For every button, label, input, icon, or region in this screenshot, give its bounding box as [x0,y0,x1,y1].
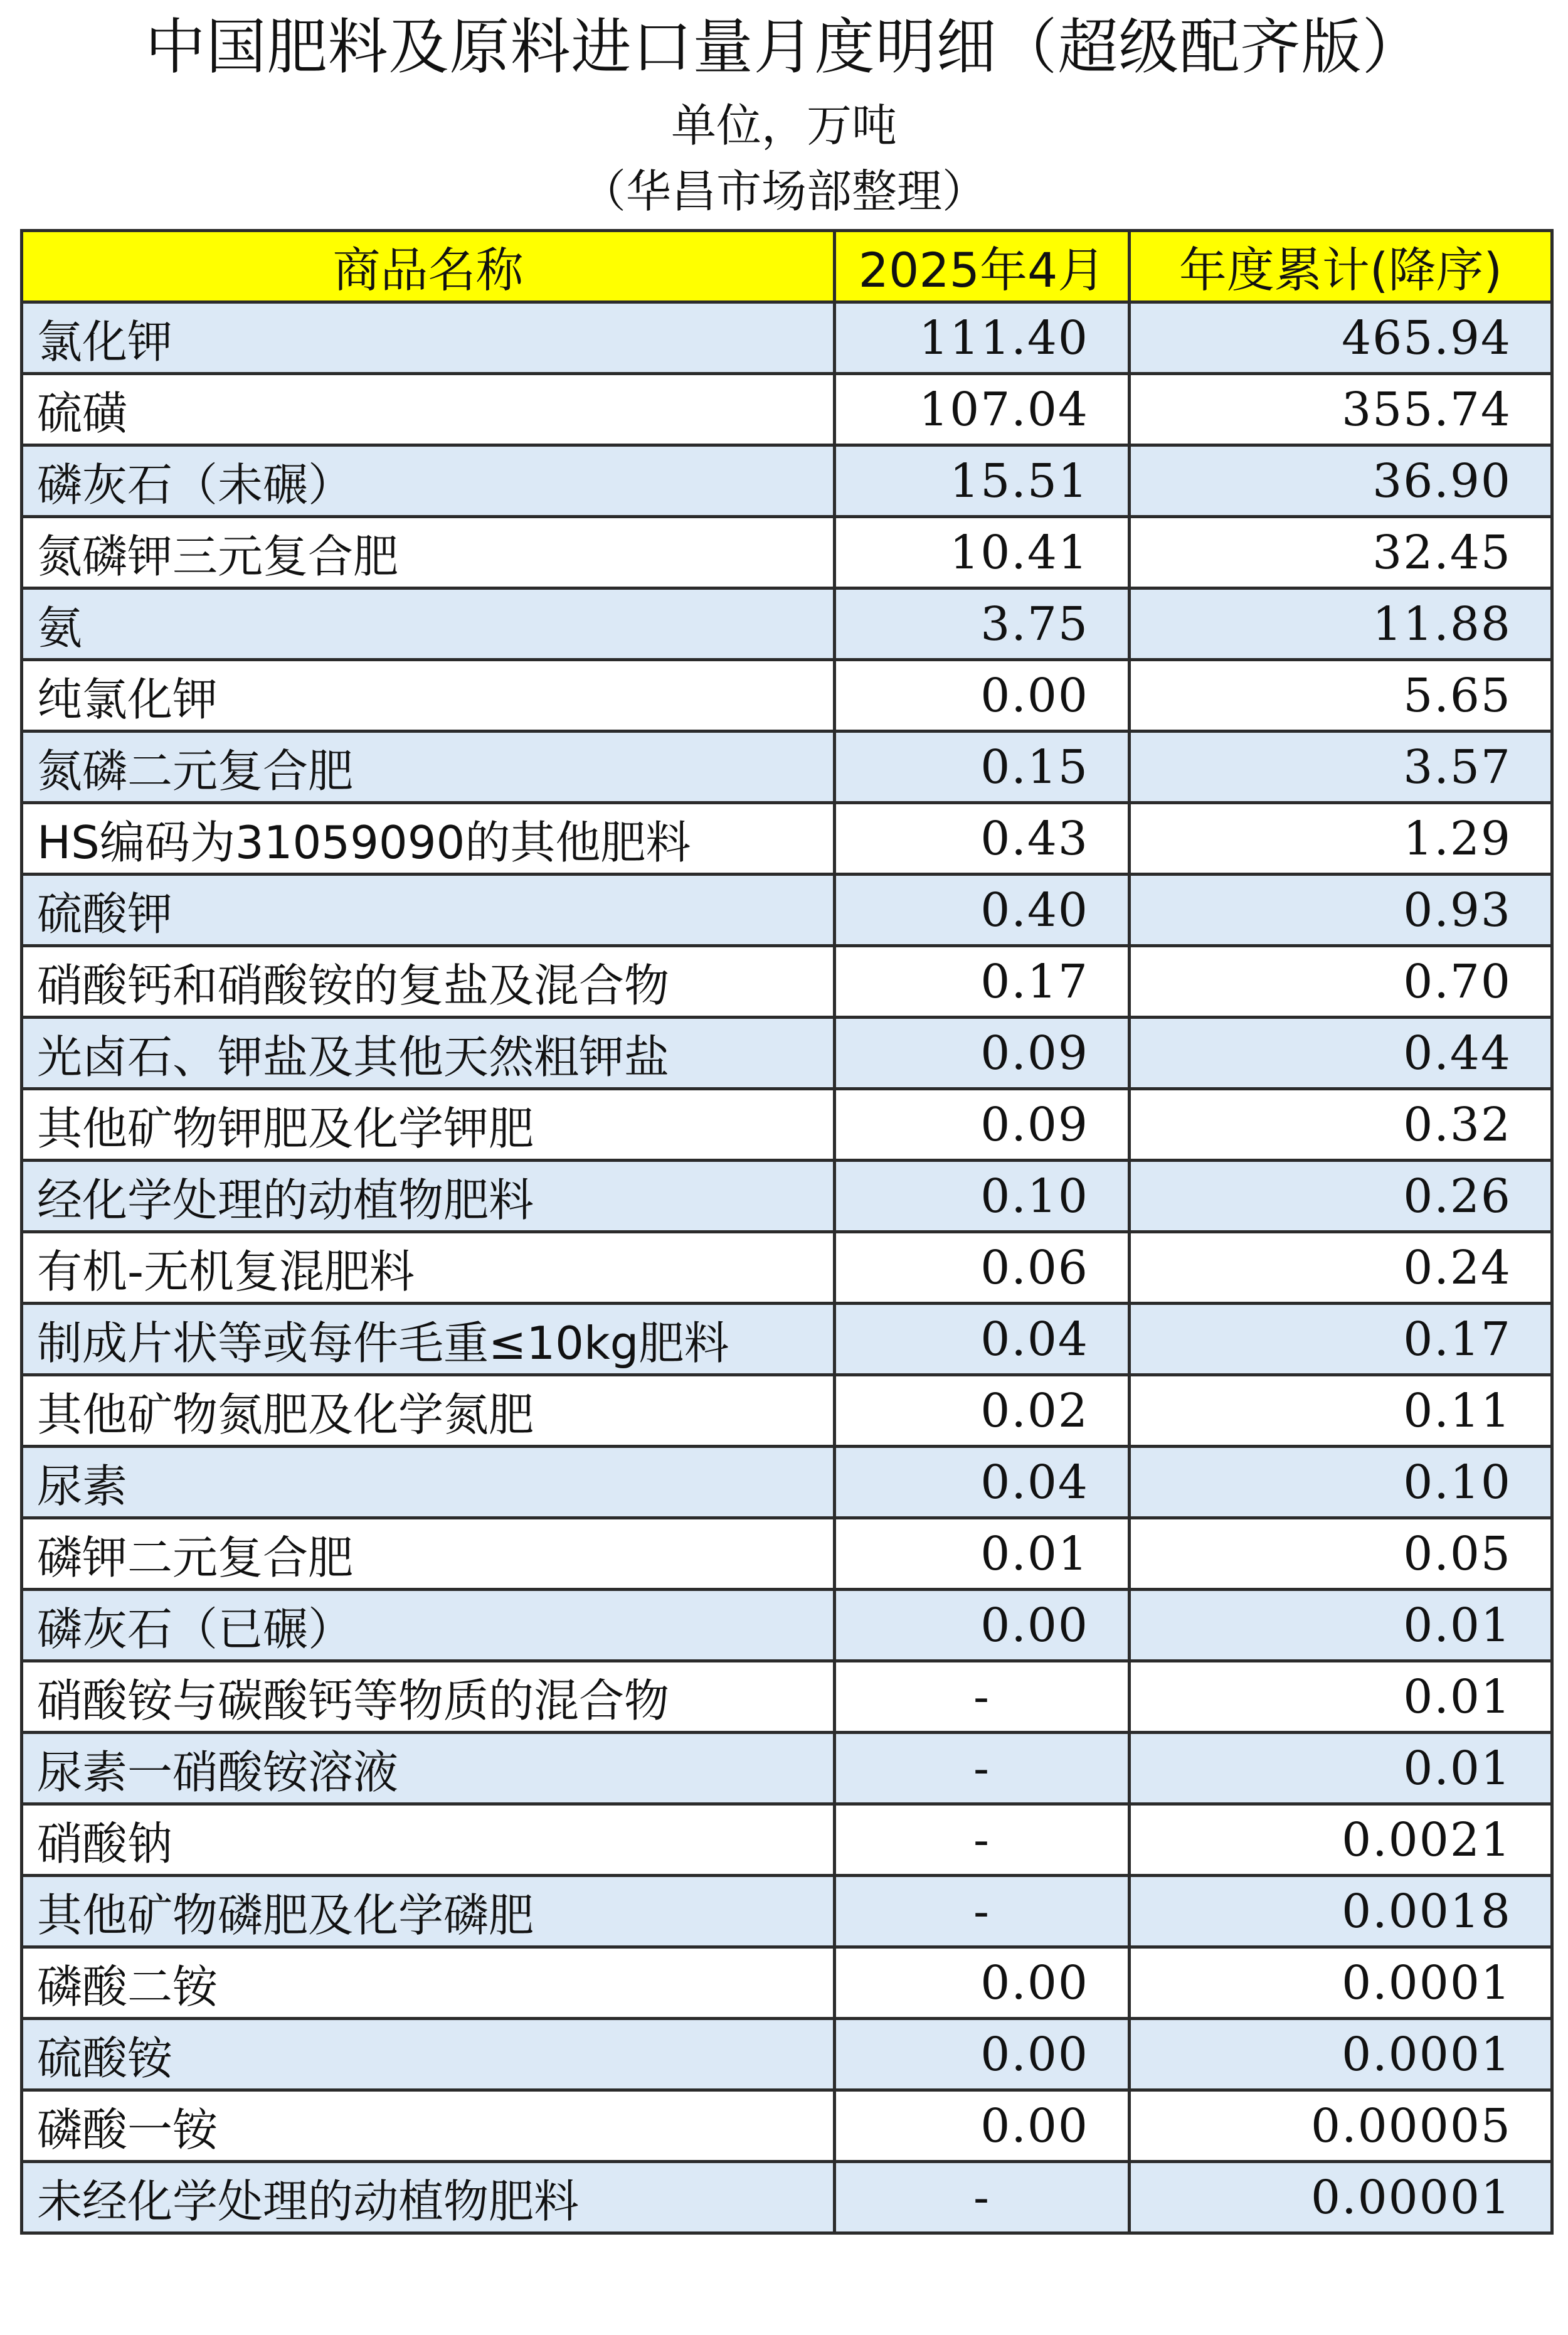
product-name-cell: 尿素一硝酸铵溶液 [22,1733,835,1804]
table-row [22,1161,1552,1232]
product-name-cell: 其他矿物氮肥及化学氮肥 [22,1375,835,1447]
month-volume-cell: 0.09 [835,1089,1130,1161]
table-row [22,1733,1552,1804]
ytd-volume-cell: 0.44 [1130,1018,1552,1089]
month-volume-cell: 0.04 [835,1447,1130,1518]
table-row [22,1089,1552,1161]
month-volume-cell: 0.00 [835,2090,1130,2162]
month-volume-cell: 0.04 [835,1304,1130,1375]
product-name-cell: 尿素 [22,1447,835,1518]
month-volume-cell: 107.04 [835,374,1130,445]
month-volume-cell: - [835,1804,1130,1876]
ytd-volume-cell: 0.01 [1130,1661,1552,1733]
month-volume-cell: 0.43 [835,803,1130,875]
ytd-volume-cell: 355.74 [1130,374,1552,445]
table-row [22,445,1552,517]
ytd-volume-cell: 0.10 [1130,1447,1552,1518]
ytd-volume-cell: 0.05 [1130,1518,1552,1590]
table-row [22,302,1552,374]
unit-label: 单位，万吨 [670,99,897,152]
ytd-volume-cell: 0.00001 [1130,2162,1552,2233]
table-row [22,517,1552,588]
table-row [22,2162,1552,2233]
ytd-volume-cell: 465.94 [1130,302,1552,374]
product-name-cell: 有机-无机复混肥料 [22,1232,835,1304]
ytd-volume-cell: 0.17 [1130,1304,1552,1375]
table-row [22,731,1552,803]
ytd-volume-cell: 0.11 [1130,1375,1552,1447]
month-volume-cell: 0.00 [835,1947,1130,2019]
table-row [22,1804,1552,1876]
product-name-cell: 氮磷二元复合肥 [22,731,835,803]
table-row [22,1876,1552,1947]
ytd-volume-cell: 1.29 [1130,803,1552,875]
product-name-cell: 硝酸钙和硝酸铵的复盐及混合物 [22,946,835,1018]
ytd-volume-cell: 3.57 [1130,731,1552,803]
product-name-cell: 磷酸二铵 [22,1947,835,2019]
source-label: （华昌市场部整理） [580,165,987,218]
product-name-cell: 经化学处理的动植物肥料 [22,1161,835,1232]
ytd-volume-cell: 11.88 [1130,588,1552,660]
ytd-volume-cell: 0.01 [1130,1733,1552,1804]
ytd-volume-cell: 0.0001 [1130,1947,1552,2019]
table-row [22,1232,1552,1304]
month-volume-cell: 0.02 [835,1375,1130,1447]
product-name-cell: 硝酸钠 [22,1804,835,1876]
month-volume-cell: 10.41 [835,517,1130,588]
table-row [22,1947,1552,2019]
month-volume-cell: 0.00 [835,660,1130,731]
table-row [22,1590,1552,1661]
ytd-volume-cell: 0.93 [1130,875,1552,946]
product-name-cell: 硫磺 [22,374,835,445]
table-row [22,660,1552,731]
month-volume-cell: - [835,1661,1130,1733]
month-volume-cell: 0.00 [835,2019,1130,2090]
month-volume-cell: 111.40 [835,302,1130,374]
product-name-cell: 纯氯化钾 [22,660,835,731]
table-row [22,875,1552,946]
product-name-cell: 氮磷钾三元复合肥 [22,517,835,588]
ytd-volume-cell: 32.45 [1130,517,1552,588]
import-table [20,229,1554,2235]
column-header-ytd: 年度累计(降序) [1130,231,1552,302]
month-volume-cell: 0.01 [835,1518,1130,1590]
month-volume-cell: 0.09 [835,1018,1130,1089]
ytd-volume-cell: 5.65 [1130,660,1552,731]
product-name-cell: 其他矿物钾肥及化学钾肥 [22,1089,835,1161]
ytd-volume-cell: 0.00005 [1130,2090,1552,2162]
product-name-cell: 硝酸铵与碳酸钙等物质的混合物 [22,1661,835,1733]
product-name-cell: 磷钾二元复合肥 [22,1518,835,1590]
table-row [22,1375,1552,1447]
ytd-volume-cell: 0.0001 [1130,2019,1552,2090]
month-volume-cell: - [835,1733,1130,1804]
table-row [22,2019,1552,2090]
ytd-volume-cell: 0.32 [1130,1089,1552,1161]
month-volume-cell: 0.06 [835,1232,1130,1304]
table-row [22,1447,1552,1518]
table-row [22,803,1552,875]
ytd-volume-cell: 0.70 [1130,946,1552,1018]
product-name-cell: 硫酸铵 [22,2019,835,2090]
product-name-cell: 氨 [22,588,835,660]
ytd-volume-cell: 0.0018 [1130,1876,1552,1947]
product-name-cell: 未经化学处理的动植物肥料 [22,2162,835,2233]
table-row [22,946,1552,1018]
product-name-cell: 磷灰石（未碾） [22,445,835,517]
month-volume-cell: 0.10 [835,1161,1130,1232]
ytd-volume-cell: 0.24 [1130,1232,1552,1304]
product-name-cell: 磷灰石（已碾） [22,1590,835,1661]
header-row [22,231,1552,302]
table-row [22,588,1552,660]
ytd-volume-cell: 0.0021 [1130,1804,1552,1876]
product-name-cell: 氯化钾 [22,302,835,374]
month-volume-cell: 0.40 [835,875,1130,946]
month-volume-cell: 0.15 [835,731,1130,803]
month-volume-cell: 15.51 [835,445,1130,517]
product-name-cell: 磷酸一铵 [22,2090,835,2162]
product-name-cell: 其他矿物磷肥及化学磷肥 [22,1876,835,1947]
product-name-cell: HS编码为31059090的其他肥料 [22,803,835,875]
column-header-name: 商品名称 [22,231,835,302]
column-header-month: 2025年4月 [835,231,1130,302]
month-volume-cell: - [835,2162,1130,2233]
table-row [22,1304,1552,1375]
table-row [22,1018,1552,1089]
ytd-volume-cell: 36.90 [1130,445,1552,517]
ytd-volume-cell: 0.26 [1130,1161,1552,1232]
month-volume-cell: - [835,1876,1130,1947]
product-name-cell: 硫酸钾 [22,875,835,946]
month-volume-cell: 0.17 [835,946,1130,1018]
table-body [22,302,1552,2233]
table-row [22,1518,1552,1590]
table-row [22,2090,1552,2162]
product-name-cell: 光卤石、钾盐及其他天然粗钾盐 [22,1018,835,1089]
ytd-volume-cell: 0.01 [1130,1590,1552,1661]
page-title: 中国肥料及原料进口量月度明细（超级配齐版） [145,12,1423,82]
table-row [22,374,1552,445]
month-volume-cell: 3.75 [835,588,1130,660]
product-name-cell: 制成片状等或每件毛重≤10kg肥料 [22,1304,835,1375]
month-volume-cell: 0.00 [835,1590,1130,1661]
table-row [22,1661,1552,1733]
